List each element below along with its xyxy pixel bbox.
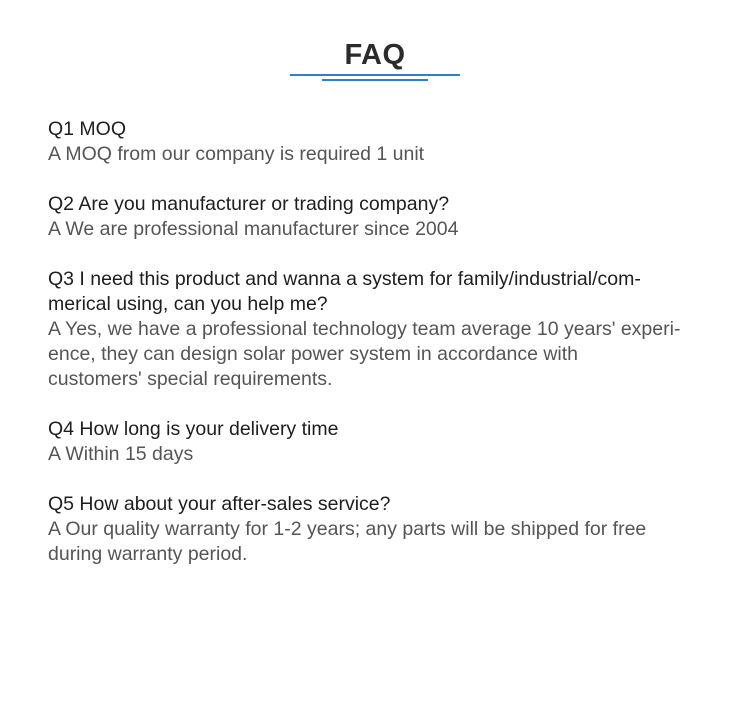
faq-question <box>48 192 698 217</box>
faq-item-q5 <box>48 492 698 567</box>
faq-item-q1 <box>48 117 698 167</box>
question-line: Q2 Are you manufacturer or trading company? <box>48 193 450 215</box>
answer-line: A MOQ from our company is required 1 unit <box>48 143 425 165</box>
answer-line: A Our quality warranty for 1-2 years; any parts will be shipped for free <box>48 518 647 540</box>
question-line: merical using, can you help me? <box>48 293 328 315</box>
faq-answer <box>48 517 698 567</box>
answer-line: during warranty period. <box>48 543 248 565</box>
faq-answer <box>48 442 698 467</box>
faq-answer <box>48 317 698 392</box>
answer-line: ence, they can design solar power system in accordance with <box>48 343 579 365</box>
question-line: Q1 MOQ <box>48 118 127 140</box>
title-underline-short <box>322 79 428 81</box>
page-title: FAQ <box>344 39 406 71</box>
faq-item-q4 <box>48 417 698 467</box>
faq-question <box>48 492 698 517</box>
faq-question <box>48 267 698 317</box>
question-line: Q3 I need this product and wanna a system for family/industrial/com- <box>48 268 641 290</box>
faq-answer <box>48 142 698 167</box>
question-line: Q4 How long is your delivery time <box>48 418 339 440</box>
answer-line: A We are professional manufacturer since 2004 <box>48 218 459 240</box>
faq-question <box>48 417 698 442</box>
question-line: Q5 How about your after-sales service? <box>48 493 391 515</box>
answer-line: A Yes, we have a professional technology team average 10 years' experi- <box>48 318 681 340</box>
faq-list <box>48 117 698 592</box>
answer-line: A Within 15 days <box>48 443 194 465</box>
faq-item-q2 <box>48 192 698 242</box>
faq-item-q3 <box>48 267 698 392</box>
faq-question <box>48 117 698 142</box>
faq-answer <box>48 217 698 242</box>
answer-line: customers' special requirements. <box>48 368 333 390</box>
faq-header <box>0 0 750 90</box>
title-underline-long <box>290 74 460 76</box>
